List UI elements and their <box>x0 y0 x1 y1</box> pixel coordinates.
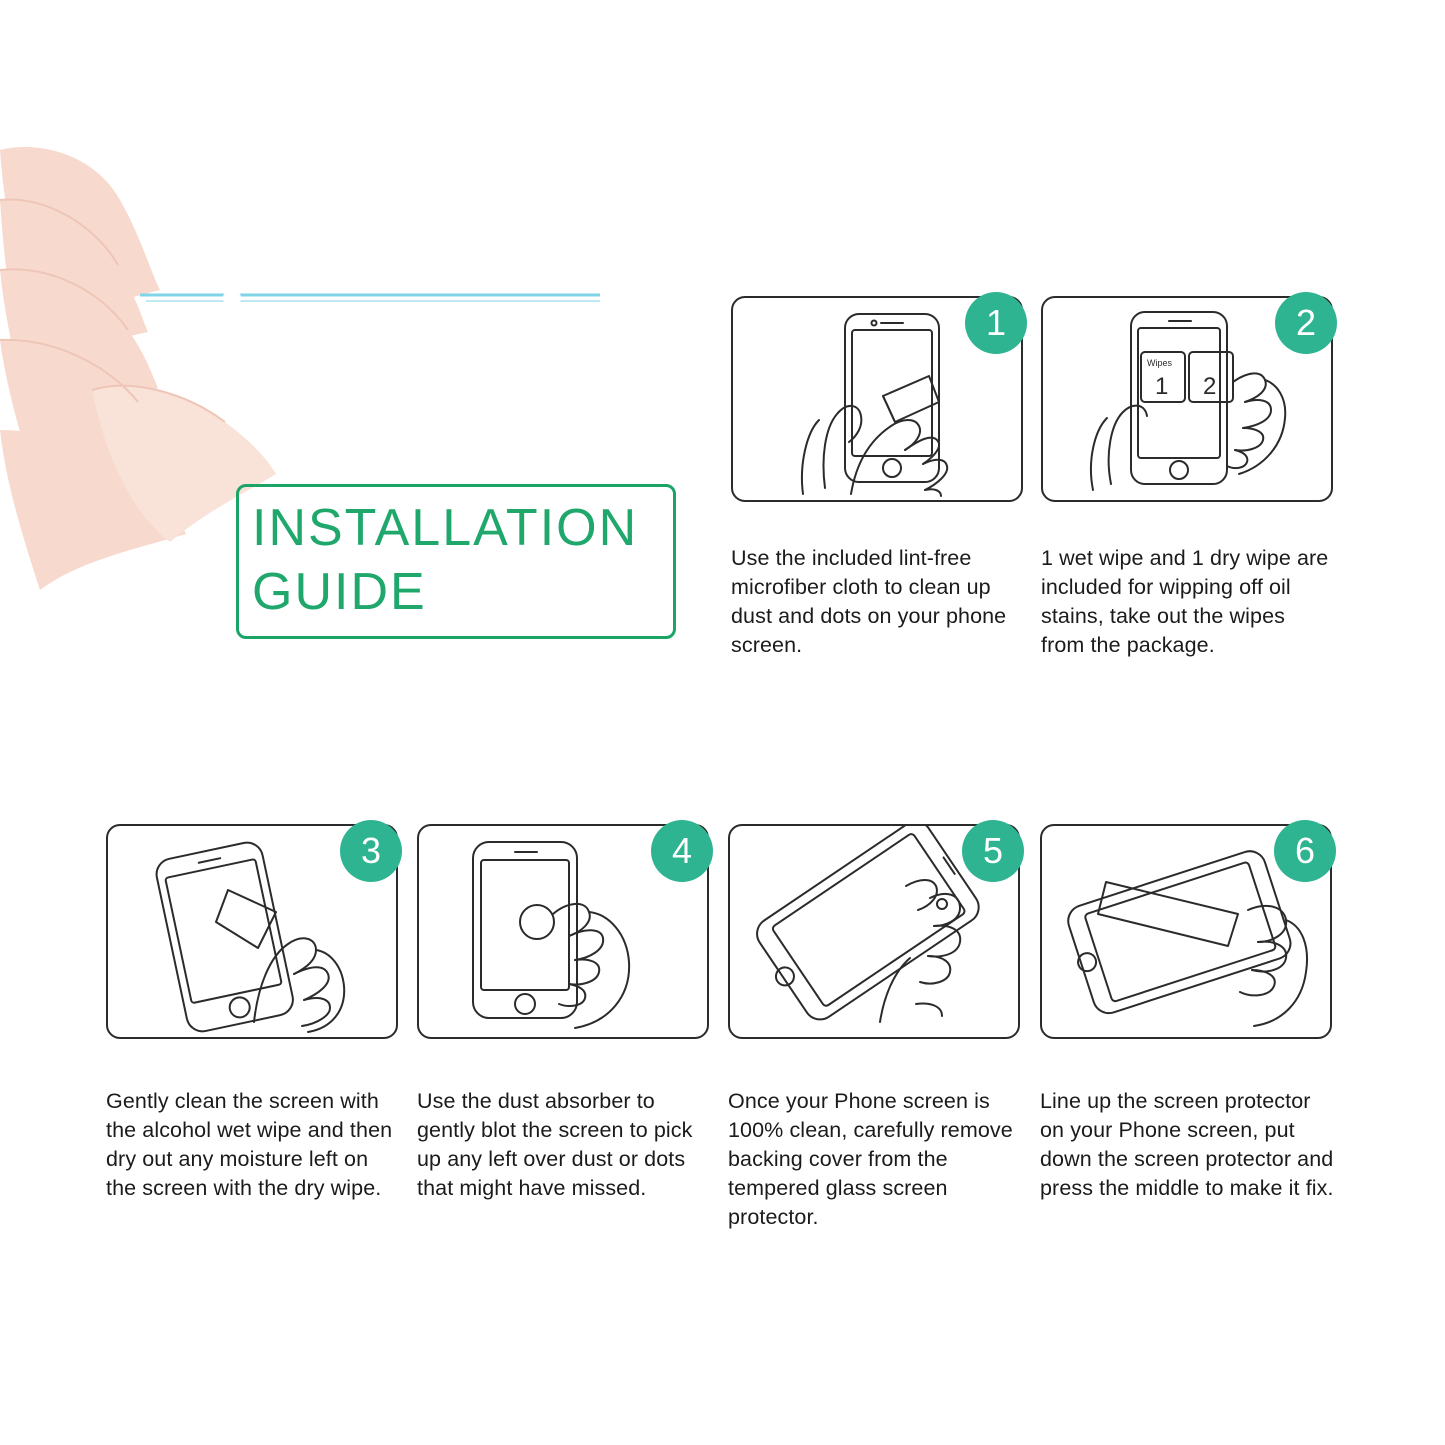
page-title-line1: INSTALLATION <box>252 499 639 557</box>
step-4-badge: 4 <box>651 820 713 882</box>
step-1-illustration <box>731 296 1023 502</box>
step-2-badge: 2 <box>1275 292 1337 354</box>
step-2-illustration <box>1041 296 1333 502</box>
step-3 <box>106 824 398 1203</box>
step-5-illustration <box>728 824 1020 1039</box>
step-2-caption: 1 wet wipe and 1 dry wipe are included for wipping off oil stains, take out the wipes from the package. <box>1041 546 1329 657</box>
step-4 <box>417 824 709 1203</box>
step-3-caption: Gently clean the screen with the alcohol wet wipe and then dry out any moisture left on the screen with the dry wipe. <box>106 1089 393 1200</box>
step-4-caption: Use the dust absorber to gently blot the screen to pick up any left over dust or dots that might have missed. <box>417 1089 693 1200</box>
step-4-illustration <box>417 824 709 1039</box>
svg-text:Wipes: Wipes <box>1147 358 1173 368</box>
step-1-badge: 1 <box>965 292 1027 354</box>
step-3-illustration <box>106 824 398 1039</box>
page-title-line2: GUIDE <box>252 563 427 621</box>
svg-text:1: 1 <box>1155 373 1169 400</box>
step-6-badge: 6 <box>1274 820 1336 882</box>
step-1-caption: Use the included lint-free microfiber cloth to clean up dust and dots on your phone screen. <box>731 546 1007 657</box>
step-5-caption: Once your Phone screen is 100% clean, carefully remove backing cover from the tempered glass screen protector. <box>728 1089 1013 1229</box>
step-6-caption: Line up the screen protector on your Phone screen, put down the screen protector and press the middle to make it fix. <box>1040 1089 1334 1200</box>
page-title <box>252 496 682 624</box>
step-6-illustration <box>1040 824 1332 1039</box>
step-1 <box>731 296 1023 660</box>
step-3-badge: 3 <box>340 820 402 882</box>
step-6 <box>1040 824 1332 1203</box>
svg-text:2: 2 <box>1203 373 1217 400</box>
step-2 <box>1041 296 1333 660</box>
step-5 <box>728 824 1020 1232</box>
step-5-badge: 5 <box>962 820 1024 882</box>
